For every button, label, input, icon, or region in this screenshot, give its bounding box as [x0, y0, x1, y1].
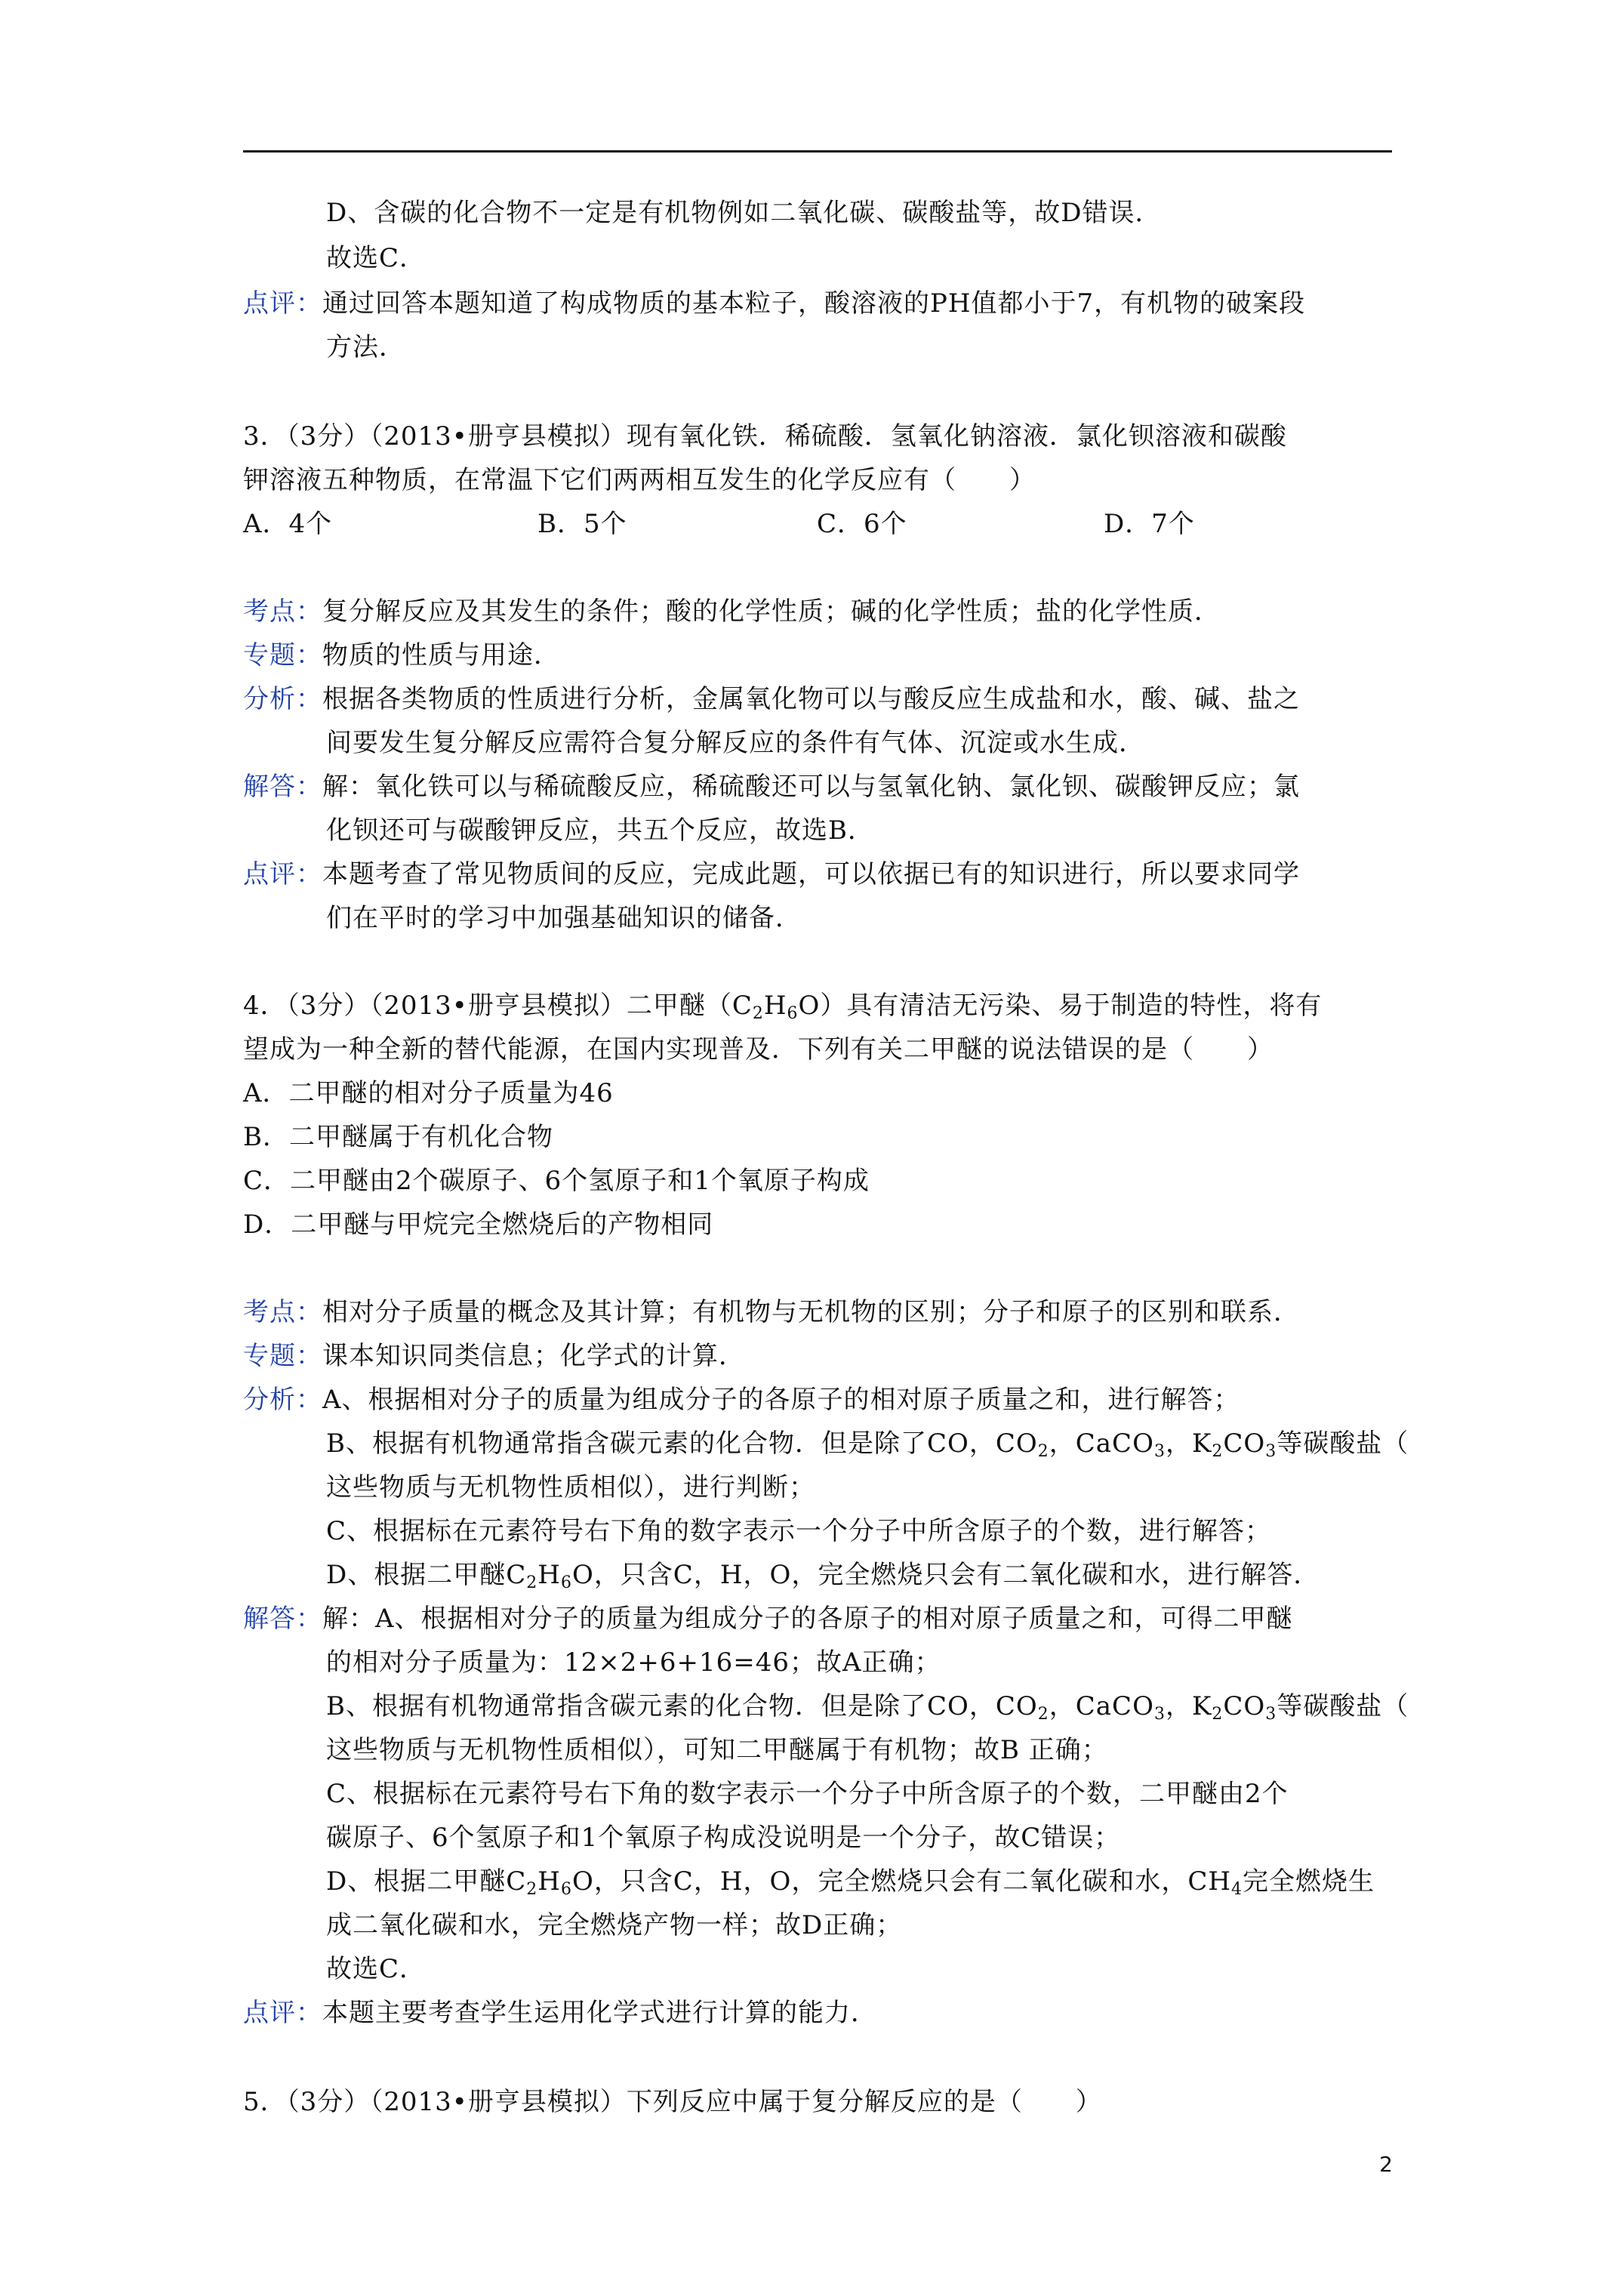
q3-dianping-cont: 们在平时的学习中加强基础知识的储备． [326, 903, 802, 933]
q4-select: 故选C． [326, 1954, 427, 1984]
comment-label: 点评： [243, 288, 322, 319]
q3-jieda: 解答：解：氧化铁可以与稀硫酸反应，稀硫酸还可以与氢氧化钠、氯化钡、碳酸钾反应；氯 [243, 772, 1300, 802]
dianping-label: 点评： [243, 1998, 322, 2028]
page-number: 2 [1379, 2152, 1393, 2177]
q2-comment [243, 288, 1305, 319]
q4-fenxi: 分析：A、根据相对分子的质量为组成分子的各原子的相对原子质量之和，进行解答； [243, 1385, 1240, 1415]
q3-stem-line2: 钾溶液五种物质，在常温下它们两两相互发生的化学反应有（ ） [243, 465, 1036, 495]
q2-select: 故选C． [326, 243, 427, 273]
q4-dianping: 点评：本题主要考查学生运用化学式进行计算的能力． [243, 1998, 877, 2028]
q4-jieda-c-cont: 碳原子、6个氢原子和1个氧原子构成没说明是一个分子，故C错误； [326, 1823, 1121, 1853]
q4-jieda-b-cont: 这些物质与无机物性质相似），可知二甲醚属于有机物；故B 正确； [326, 1735, 1108, 1765]
kaodian-label: 考点： [243, 596, 322, 627]
q4-stem-line1: 4．（3分）（2013•册亨县模拟）二甲醚$(C_2H_6O)$具有清洁无污染、易于制造的特性，将有 [243, 991, 1323, 1023]
q2-comment-cont: 方法． [326, 332, 405, 362]
q4-jieda: 解答：解：A、根据相对分子的质量为组成分子的各原子的相对原子质量之和，可得二甲醚 [243, 1604, 1293, 1634]
q3-option-c: C．6个 [817, 509, 907, 539]
zhuanti-label: 专题： [243, 640, 322, 670]
q4-jieda-d-cont: 成二氧化碳和水，完全燃烧产物一样；故D正确； [326, 1910, 903, 1940]
q4-option-a: A．二甲醚的相对分子质量为46 [243, 1078, 614, 1108]
q4-jieda-a-cont: 的相对分子质量为：12×2+6+16=46；故A正确； [326, 1647, 941, 1678]
q4-stem-line2: 望成为一种全新的替代能源，在国内实现普及．下列有关二甲醚的说法错误的是（ ） [243, 1034, 1273, 1065]
q4-option-d: D．二甲醚与甲烷完全燃烧后的产物相同 [243, 1210, 714, 1240]
formula-c2h6o: $_2H_6O$ [526, 1560, 594, 1592]
comment-text: 通过回答本题知道了构成物质的基本粒子，酸溶液的PH值都小于7，有机物的破案段 [322, 288, 1306, 319]
q4-fenxi-d: D、根据二甲醚$C_2H_6O$，只含C，H，O，完全燃烧只会有二氧化碳和水，进行解答． [326, 1560, 1320, 1592]
q3-fenxi: 分析：根据各类物质的性质进行分析，金属氧化物可以与酸反应生成盐和水，酸、碱、盐之 [243, 684, 1300, 714]
formula-c2h6o: $_2H_6O$ [526, 1866, 594, 1899]
header-rule [243, 150, 1392, 153]
q3-zhuanti: 专题：物质的性质与用途． [243, 640, 560, 670]
q4-option-c: C．二甲醚由2个碳原子、6个氢原子和1个氧原子构成 [243, 1166, 870, 1196]
dianping-label: 点评： [243, 859, 322, 889]
q4-fenxi-b: B、根据有机物通常指含碳元素的化合物．但是除了CO，$CO_2$，CaCO$_3$，$K_2CO_3$等碳酸盐（ [326, 1428, 1409, 1461]
jieda-label: 解答： [243, 772, 322, 802]
zhuanti-label: 专题： [243, 1341, 322, 1371]
q4-option-b: B．二甲醚属于有机化合物 [243, 1122, 553, 1152]
q3-kaodian: 考点：复分解反应及其发生的条件；酸的化学性质；碱的化学性质；盐的化学性质． [243, 596, 1221, 627]
q4-fenxi-b-cont: 这些物质与无机物性质相似），进行判断； [326, 1472, 815, 1502]
fenxi-label: 分析： [243, 684, 322, 714]
jieda-label: 解答： [243, 1604, 322, 1634]
q3-stem-line1: 3．（3分）（2013•册亨县模拟）现有氧化铁．稀硫酸．氢氧化钠溶液．氯化钡溶液和碳酸 [243, 421, 1287, 451]
q3-dianping: 点评：本题考查了常见物质间的反应，完成此题，可以依据已有的知识进行，所以要求同学 [243, 859, 1300, 889]
q4-jieda-b: B、根据有机物通常指含碳元素的化合物．但是除了CO，$CO_2$，CaCO$_3$，$K_2CO_3$等碳酸盐（ [326, 1691, 1409, 1724]
q3-option-b: B．5个 [537, 509, 627, 539]
q4-jieda-c: C、根据标在元素符号右下角的数字表示一个分子中所含原子的个数，二甲醚由2个 [326, 1779, 1289, 1809]
formula-c2h6o: $_2H_6O$ [752, 991, 821, 1023]
q4-zhuanti: 专题：课本知识同类信息；化学式的计算． [243, 1341, 745, 1371]
fenxi-label: 分析： [243, 1385, 322, 1415]
q3-fenxi-cont: 间要发生复分解反应需符合复分解反应的条件有气体、沉淀或水生成． [326, 728, 1145, 758]
kaodian-label: 考点： [243, 1297, 322, 1327]
q2-option-d-explanation: D、含碳的化合物不一定是有机物例如二氧化碳、碳酸盐等，故D错误． [326, 198, 1162, 228]
q3-option-d: D．7个 [1104, 509, 1195, 539]
q4-jieda-d: D、根据二甲醚$C_2H_6O$，只含C，H，O，完全燃烧只会有二氧化碳和水，$CH_4$完全燃烧生 [326, 1866, 1375, 1899]
q4-kaodian: 考点：相对分子质量的概念及其计算；有机物与无机物的区别；分子和原子的区别和联系． [243, 1297, 1300, 1327]
q3-jieda-cont: 化钡还可与碳酸钾反应，共五个反应，故选B． [326, 815, 874, 846]
q3-option-a: A．4个 [243, 509, 333, 539]
q5-stem: 5．（3分）（2013•册亨县模拟）下列反应中属于复分解反应的是（ ） [243, 2087, 1102, 2117]
q4-fenxi-c: C、根据标在元素符号右下角的数字表示一个分子中所含原子的个数，进行解答； [326, 1516, 1272, 1546]
